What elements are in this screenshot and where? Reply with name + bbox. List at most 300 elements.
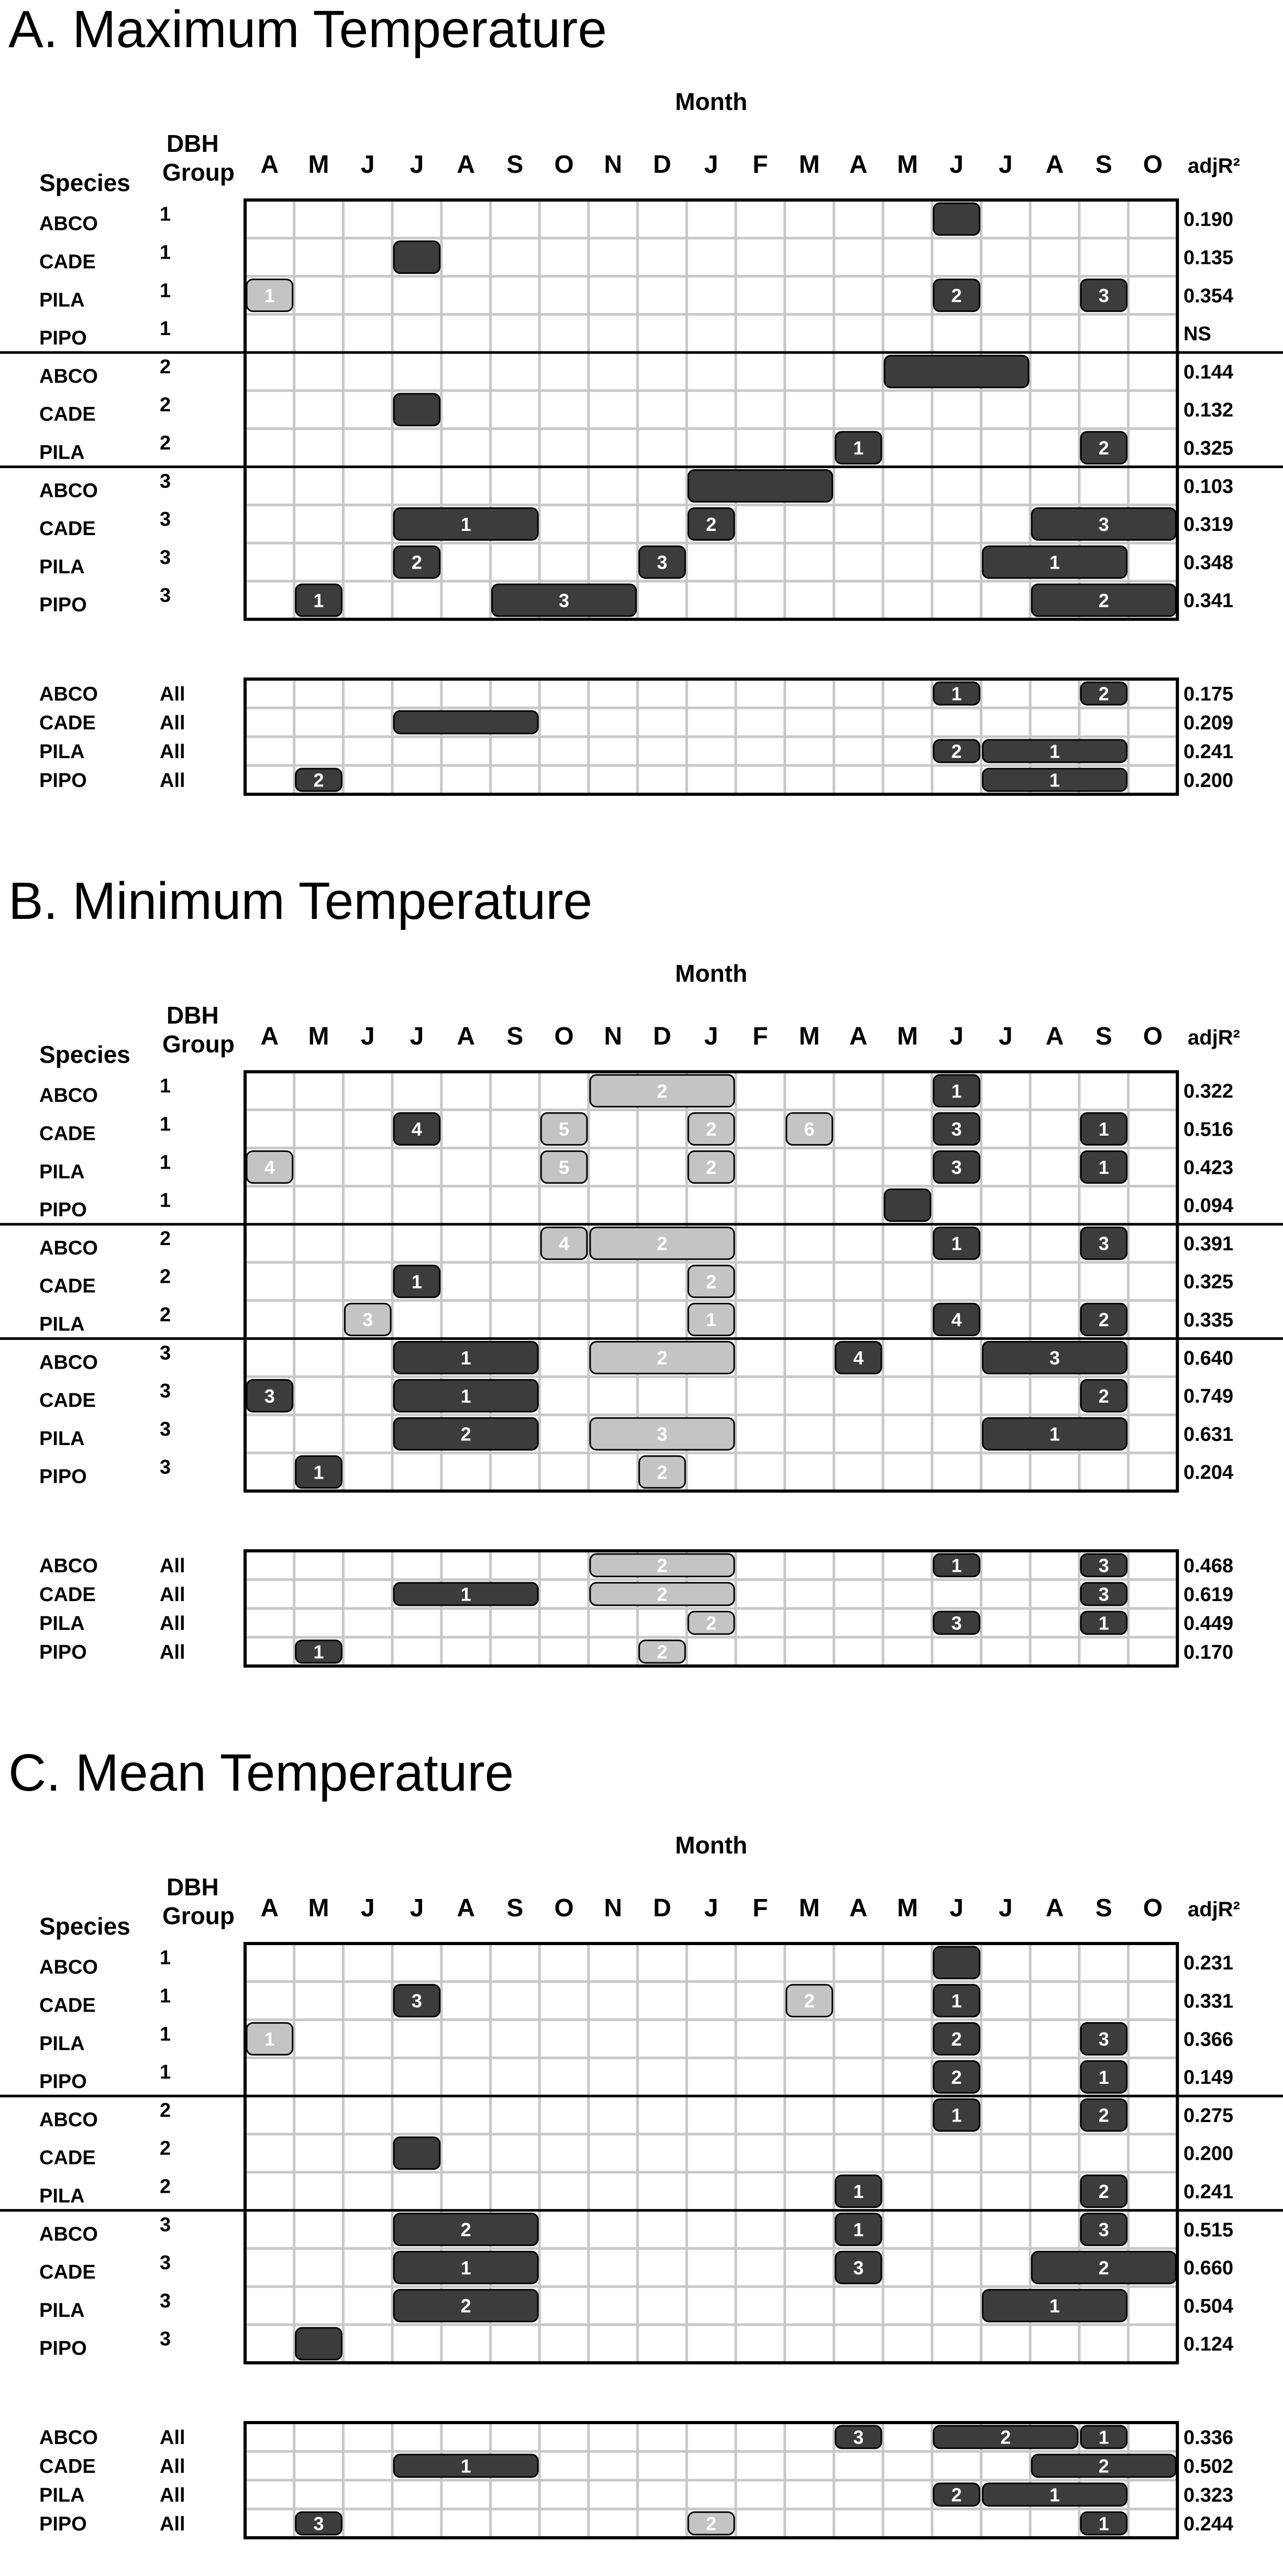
main-bar [394,394,440,426]
main-bar-label: 3 [657,551,668,573]
main-species-label: CADE [39,2147,96,2169]
all-dbh-label: All [160,2484,185,2506]
all-dbh-label: All [160,2426,185,2449]
main-species-label: ABCO [39,2223,98,2246]
month-axis-title: Month [675,960,748,987]
main-species-label: PIPO [39,2071,87,2093]
main-species-label: PILA [39,1313,85,1336]
main-species-label: PILA [39,1427,85,1450]
main-bar-label: 2 [460,2295,471,2317]
main-bar-label: 1 [1049,551,1060,573]
main-species-label: ABCO [39,1351,98,1374]
main-r2-value: 0.200 [1184,2142,1234,2165]
all-bar-label: 2 [313,769,324,791]
month-tick-label: F [753,1894,768,1922]
main-species-label: CADE [39,403,96,426]
main-r2-value: 0.348 [1184,551,1234,574]
all-species-label: PILA [39,740,85,763]
main-bar-label: 3 [951,1157,962,1178]
main-bar-label: 4 [853,1347,864,1369]
main-bar-label: 2 [1098,2181,1109,2203]
month-tick-label: M [308,1023,329,1050]
main-dbh-label: 1 [160,280,171,302]
all-r2-value: 0.619 [1184,1583,1234,1606]
month-tick-label: J [949,151,964,179]
main-dbh-label: 1 [160,1113,171,1136]
month-tick-label: A [849,151,868,179]
all-species-label: PIPO [39,2513,87,2535]
main-bar-label: 3 [951,1118,962,1140]
main-bar-label: 1 [1098,1118,1109,1140]
panel-title: C. Mean Temperature [8,1744,514,1802]
dbh-header-line2: Group [162,1902,235,1929]
main-r2-value: 0.190 [1184,208,1234,231]
month-tick-label: A [260,1894,279,1922]
all-bar-label: 2 [1098,683,1109,705]
main-dbh-label: 1 [160,1985,171,2007]
main-dbh-label: 3 [160,1418,171,1440]
main-r2-value: 0.391 [1184,1233,1234,1255]
month-tick-label: M [308,1894,329,1922]
main-bar-label: 2 [657,1461,668,1483]
main-bar-label: 1 [264,285,275,306]
main-dbh-label: 1 [160,203,171,226]
main-r2-value: 0.322 [1184,1080,1234,1103]
all-bar-label: 2 [1098,2455,1109,2477]
month-tick-label: O [1143,1023,1163,1050]
all-dbh-label: All [160,1641,185,1663]
main-species-label: CADE [39,1275,96,1297]
month-tick-label: J [998,1023,1013,1050]
main-bar-label: 1 [313,590,324,612]
main-bar-label: 1 [1098,1157,1109,1178]
all-bar-label: 2 [706,2513,717,2535]
main-bar-label: 3 [1098,2219,1109,2240]
main-species-label: PILA [39,289,85,312]
all-r2-value: 0.468 [1184,1555,1234,1577]
main-bar-label: 2 [657,1080,668,1102]
main-dbh-label: 3 [160,1342,171,1364]
all-bar-label: 3 [853,2426,864,2448]
month-tick-label: F [753,151,768,179]
month-tick-label: F [753,1023,768,1050]
month-tick-label: J [360,1894,375,1922]
month-tick-label: J [410,151,424,179]
main-bar-label: 2 [657,1347,668,1369]
all-bar-label: 3 [1098,1555,1109,1576]
main-dbh-label: 2 [160,394,171,416]
main-species-label: PILA [39,2185,85,2207]
main-r2-value: 0.204 [1184,1461,1234,1484]
month-tick-label: M [897,1023,918,1050]
month-tick-label: O [1143,151,1163,179]
main-bar-label: 1 [1049,1423,1060,1445]
all-bar-label: 2 [657,1641,668,1663]
main-dbh-label: 1 [160,2023,171,2046]
main-species-label: PIPO [39,594,87,616]
main-bar [296,2328,342,2360]
r2-header: adjR² [1188,1898,1240,1921]
all-dbh-label: All [160,712,185,734]
main-bar-label: 5 [559,1118,570,1140]
main-bar-label: 2 [951,2066,962,2088]
all-bar-label: 3 [313,2513,324,2535]
main-bar-label: 2 [657,1233,668,1254]
main-r2-value: 0.640 [1184,1347,1234,1370]
panel-3 [0,1744,1283,2538]
month-tick-label: S [506,151,524,179]
main-dbh-label: 3 [160,1380,171,1403]
main-r2-value: NS [1184,323,1211,346]
all-r2-value: 0.323 [1184,2484,1234,2506]
main-species-label: CADE [39,1390,96,1412]
main-dbh-label: 2 [160,1304,171,1326]
main-bar-label: 1 [313,1461,324,1483]
all-bar-label: 3 [951,1612,962,1634]
main-species-label: ABCO [39,2108,98,2131]
month-tick-label: N [604,1023,623,1050]
dbh-header-line2: Group [162,1030,235,1058]
main-bar [688,470,832,502]
month-tick-label: A [260,151,279,179]
main-bar [394,241,440,273]
month-tick-label: A [260,1023,279,1050]
main-bar-label: 1 [853,2181,864,2203]
main-bar-label: 3 [362,1309,373,1331]
main-species-label: CADE [39,518,96,540]
month-tick-label: J [949,1023,964,1050]
main-species-label: PIPO [39,327,87,350]
month-tick-label: J [704,1894,718,1922]
all-species-label: PILA [39,1612,85,1635]
main-dbh-label: 2 [160,2175,171,2198]
main-r2-value: 0.094 [1184,1195,1234,1217]
main-dbh-label: 3 [160,584,171,607]
main-bar-label: 3 [657,1423,668,1445]
main-r2-value: 0.241 [1184,2181,1234,2203]
month-tick-label: M [897,1894,918,1922]
main-dbh-label: 2 [160,356,171,378]
main-bar-label: 2 [951,2028,962,2050]
main-bar-label: 2 [706,1157,717,1178]
main-bar-label: 1 [951,1080,962,1102]
main-species-label: CADE [39,1123,96,1145]
main-species-label: CADE [39,251,96,273]
main-r2-value: 0.504 [1184,2295,1234,2317]
all-r2-value: 0.200 [1184,769,1234,792]
main-bar-label: 1 [460,1347,471,1369]
main-bar-label: 1 [460,513,471,535]
main-r2-value: 0.631 [1184,1423,1234,1446]
main-dbh-label: 2 [160,1265,171,1288]
dbh-header-line1: DBH [167,130,219,157]
all-species-label: CADE [39,712,96,734]
main-dbh-label: 3 [160,1456,171,1479]
main-dbh-label: 3 [160,508,171,531]
all-bar-label: 1 [1049,769,1060,791]
main-dbh-label: 2 [160,2137,171,2160]
species-header: Species [39,1041,130,1068]
main-bar-label: 4 [559,1233,570,1254]
main-species-label: PILA [39,441,85,464]
all-species-label: PILA [39,2484,85,2506]
all-bar-label: 1 [1049,2484,1060,2506]
main-species-label: ABCO [39,365,98,387]
main-dbh-label: 3 [160,470,171,493]
main-r2-value: 0.144 [1184,361,1234,383]
main-bar-label: 1 [951,1233,962,1254]
all-bar-label: 1 [1098,1612,1109,1634]
main-species-label: ABCO [39,1084,98,1107]
main-bar-label: 4 [411,1118,422,1140]
month-tick-label: A [1045,151,1064,179]
main-dbh-label: 1 [160,1190,171,1212]
main-r2-value: 0.660 [1184,2257,1234,2280]
main-bar [884,356,1028,387]
all-species-label: PIPO [39,1641,87,1663]
month-tick-label: J [410,1023,424,1050]
main-bar [394,2137,440,2169]
species-header: Species [39,1913,130,1940]
month-tick-label: D [653,1023,671,1050]
main-r2-value: 0.132 [1184,399,1234,421]
main-bar-label: 2 [1098,590,1109,612]
main-bar-label: 4 [264,1157,275,1178]
main-species-label: PILA [39,2033,85,2055]
month-tick-label: D [653,151,671,179]
main-r2-value: 0.749 [1184,1385,1234,1408]
main-species-label: ABCO [39,480,98,502]
month-tick-label: J [360,151,375,179]
dbh-header-line1: DBH [167,1002,219,1029]
month-tick-label: M [308,151,329,179]
all-r2-value: 0.502 [1184,2455,1234,2478]
month-tick-label: O [1143,1894,1163,1922]
all-species-label: CADE [39,1583,96,1606]
main-bar-label: 3 [411,1990,422,2012]
r2-header: adjR² [1188,154,1240,177]
all-bar-label: 1 [951,1555,962,1576]
month-tick-label: O [554,1894,574,1922]
all-dbh-label: All [160,1583,185,1606]
main-species-label: PIPO [39,1199,87,1222]
month-tick-label: M [799,1023,820,1050]
all-dbh-label: All [160,1555,185,1577]
month-tick-label: M [799,1894,820,1922]
all-r2-value: 0.209 [1184,712,1234,734]
month-tick-label: N [604,151,623,179]
main-species-label: ABCO [39,1237,98,1259]
month-tick-label: N [604,1894,623,1922]
main-species-label: CADE [39,1994,96,2017]
month-axis-title: Month [675,1831,748,1859]
main-bar-label: 5 [559,1157,570,1178]
main-bar-label: 1 [853,2219,864,2240]
main-dbh-label: 3 [160,2214,171,2236]
all-bar-label: 2 [706,1612,717,1634]
month-tick-label: S [1095,151,1112,179]
all-species-label: ABCO [39,2426,98,2449]
main-r2-value: 0.325 [1184,437,1234,460]
main-bar-label: 1 [951,1990,962,2012]
month-tick-label: A [849,1023,868,1050]
r2-header: adjR² [1188,1026,1240,1049]
main-bar-label: 4 [951,1309,962,1331]
main-r2-value: 0.516 [1184,1118,1234,1141]
panel-title: B. Minimum Temperature [8,872,593,930]
all-bar-label: 3 [1098,1583,1109,1605]
all-dbh-label: All [160,740,185,763]
dbh-header-line1: DBH [167,1873,219,1901]
all-r2-value: 0.244 [1184,2513,1234,2535]
month-axis-title: Month [675,88,748,115]
all-bar-label: 2 [657,1583,668,1605]
main-bar [934,203,980,235]
main-dbh-label: 1 [160,1075,171,1097]
main-species-label: ABCO [39,213,98,235]
main-dbh-label: 2 [160,432,171,454]
all-r2-value: 0.336 [1184,2426,1234,2449]
panel-title: A. Maximum Temperature [8,0,607,59]
main-r2-value: 0.331 [1184,1990,1234,2013]
all-species-label: PIPO [39,769,87,792]
main-bar-label: 3 [1098,2028,1109,2050]
all-bar-label: 2 [951,2484,962,2506]
all-bar-label: 1 [1098,2513,1109,2535]
month-tick-label: A [1045,1023,1064,1050]
all-dbh-label: All [160,769,185,792]
dbh-header-line2: Group [162,159,235,186]
main-dbh-label: 1 [160,1947,171,1969]
all-bar-label: 1 [1049,740,1060,762]
main-species-label: PILA [39,2299,85,2322]
main-bar-label: 3 [1098,513,1109,535]
main-bar-label: 6 [804,1118,815,1140]
main-bar-label: 3 [853,2257,864,2279]
main-r2-value: 0.366 [1184,2028,1234,2051]
main-r2-value: 0.149 [1184,2067,1234,2089]
month-tick-label: A [457,1023,475,1050]
main-dbh-label: 3 [160,2290,171,2312]
main-r2-value: 0.325 [1184,1271,1234,1293]
main-dbh-label: 3 [160,546,171,569]
all-bar-label: 2 [1000,2426,1011,2448]
month-tick-label: J [704,151,718,179]
main-bar-label: 2 [1098,437,1109,459]
main-bar-label: 2 [1098,1385,1109,1407]
all-r2-value: 0.175 [1184,683,1234,705]
main-bar-label: 2 [706,513,717,535]
panel-1 [0,0,1283,794]
main-bar-label: 1 [411,1271,422,1293]
all-dbh-label: All [160,1612,185,1635]
all-species-label: CADE [39,2455,96,2478]
month-tick-label: J [949,1894,964,1922]
main-r2-value: 0.423 [1184,1157,1234,1179]
main-r2-value: 0.124 [1184,2333,1234,2356]
month-tick-label: S [506,1023,524,1050]
main-dbh-label: 1 [160,241,171,264]
main-bar-label: 1 [951,2104,962,2126]
main-species-label: PILA [39,1161,85,1183]
month-tick-label: S [1095,1023,1112,1050]
main-bar-label: 2 [951,285,962,306]
main-dbh-label: 3 [160,2328,171,2350]
all-dbh-label: All [160,2455,185,2478]
main-dbh-label: 2 [160,1227,171,1250]
main-dbh-label: 3 [160,2252,171,2274]
all-r2-value: 0.241 [1184,740,1234,763]
main-dbh-label: 1 [160,2061,171,2084]
all-bar-label: 1 [1098,2426,1109,2448]
month-tick-label: M [897,151,918,179]
main-bar-label: 3 [559,590,570,612]
month-tick-label: J [360,1023,375,1050]
all-species-label: ABCO [39,683,98,705]
main-r2-value: 0.335 [1184,1309,1234,1331]
main-species-label: PILA [39,556,85,578]
all-bar-label: 1 [951,683,962,705]
main-bar-label: 2 [460,2219,471,2240]
month-tick-label: J [704,1023,718,1050]
main-bar-label: 2 [1098,1309,1109,1331]
main-bar-label: 1 [853,437,864,459]
all-species-label: ABCO [39,1555,98,1577]
main-bar-label: 2 [411,551,422,573]
month-tick-label: J [998,151,1013,179]
main-r2-value: 0.319 [1184,514,1234,536]
all-bar-label: 2 [657,1555,668,1576]
month-tick-label: A [457,1894,475,1922]
all-dbh-label: All [160,683,185,705]
all-bar [394,711,538,734]
month-tick-label: S [1095,1894,1112,1922]
month-tick-label: A [1045,1894,1064,1922]
month-tick-label: J [998,1894,1013,1922]
main-bar-label: 2 [706,1271,717,1293]
main-bar-label: 2 [804,1990,815,2012]
main-dbh-label: 1 [160,318,171,340]
all-bar-label: 1 [313,1641,324,1663]
panel-2 [0,872,1283,1666]
all-dbh-label: All [160,2513,185,2535]
main-bar-label: 3 [1049,1347,1060,1369]
month-tick-label: D [653,1894,671,1922]
all-r2-value: 0.449 [1184,1612,1234,1635]
main-species-label: PIPO [39,2337,87,2360]
main-bar-label: 1 [460,2257,471,2279]
main-bar-label: 3 [264,1385,275,1407]
main-bar-label: 1 [1049,2295,1060,2317]
all-r2-value: 0.170 [1184,1641,1234,1663]
species-header: Species [39,169,130,196]
main-species-label: CADE [39,2261,96,2284]
month-tick-label: S [506,1894,524,1922]
main-r2-value: 0.231 [1184,1952,1234,1974]
main-r2-value: 0.103 [1184,475,1234,498]
month-tick-label: O [554,151,574,179]
main-r2-value: 0.354 [1184,285,1234,307]
main-bar-label: 2 [706,1118,717,1140]
main-bar-label: 1 [1098,2066,1109,2088]
month-tick-label: A [849,1894,868,1922]
main-bar-label: 1 [706,1309,717,1331]
month-tick-label: J [410,1894,424,1922]
main-bar-label: 2 [1098,2104,1109,2126]
month-tick-label: O [554,1023,574,1050]
main-r2-value: 0.515 [1184,2219,1234,2241]
main-species-label: ABCO [39,1956,98,1979]
